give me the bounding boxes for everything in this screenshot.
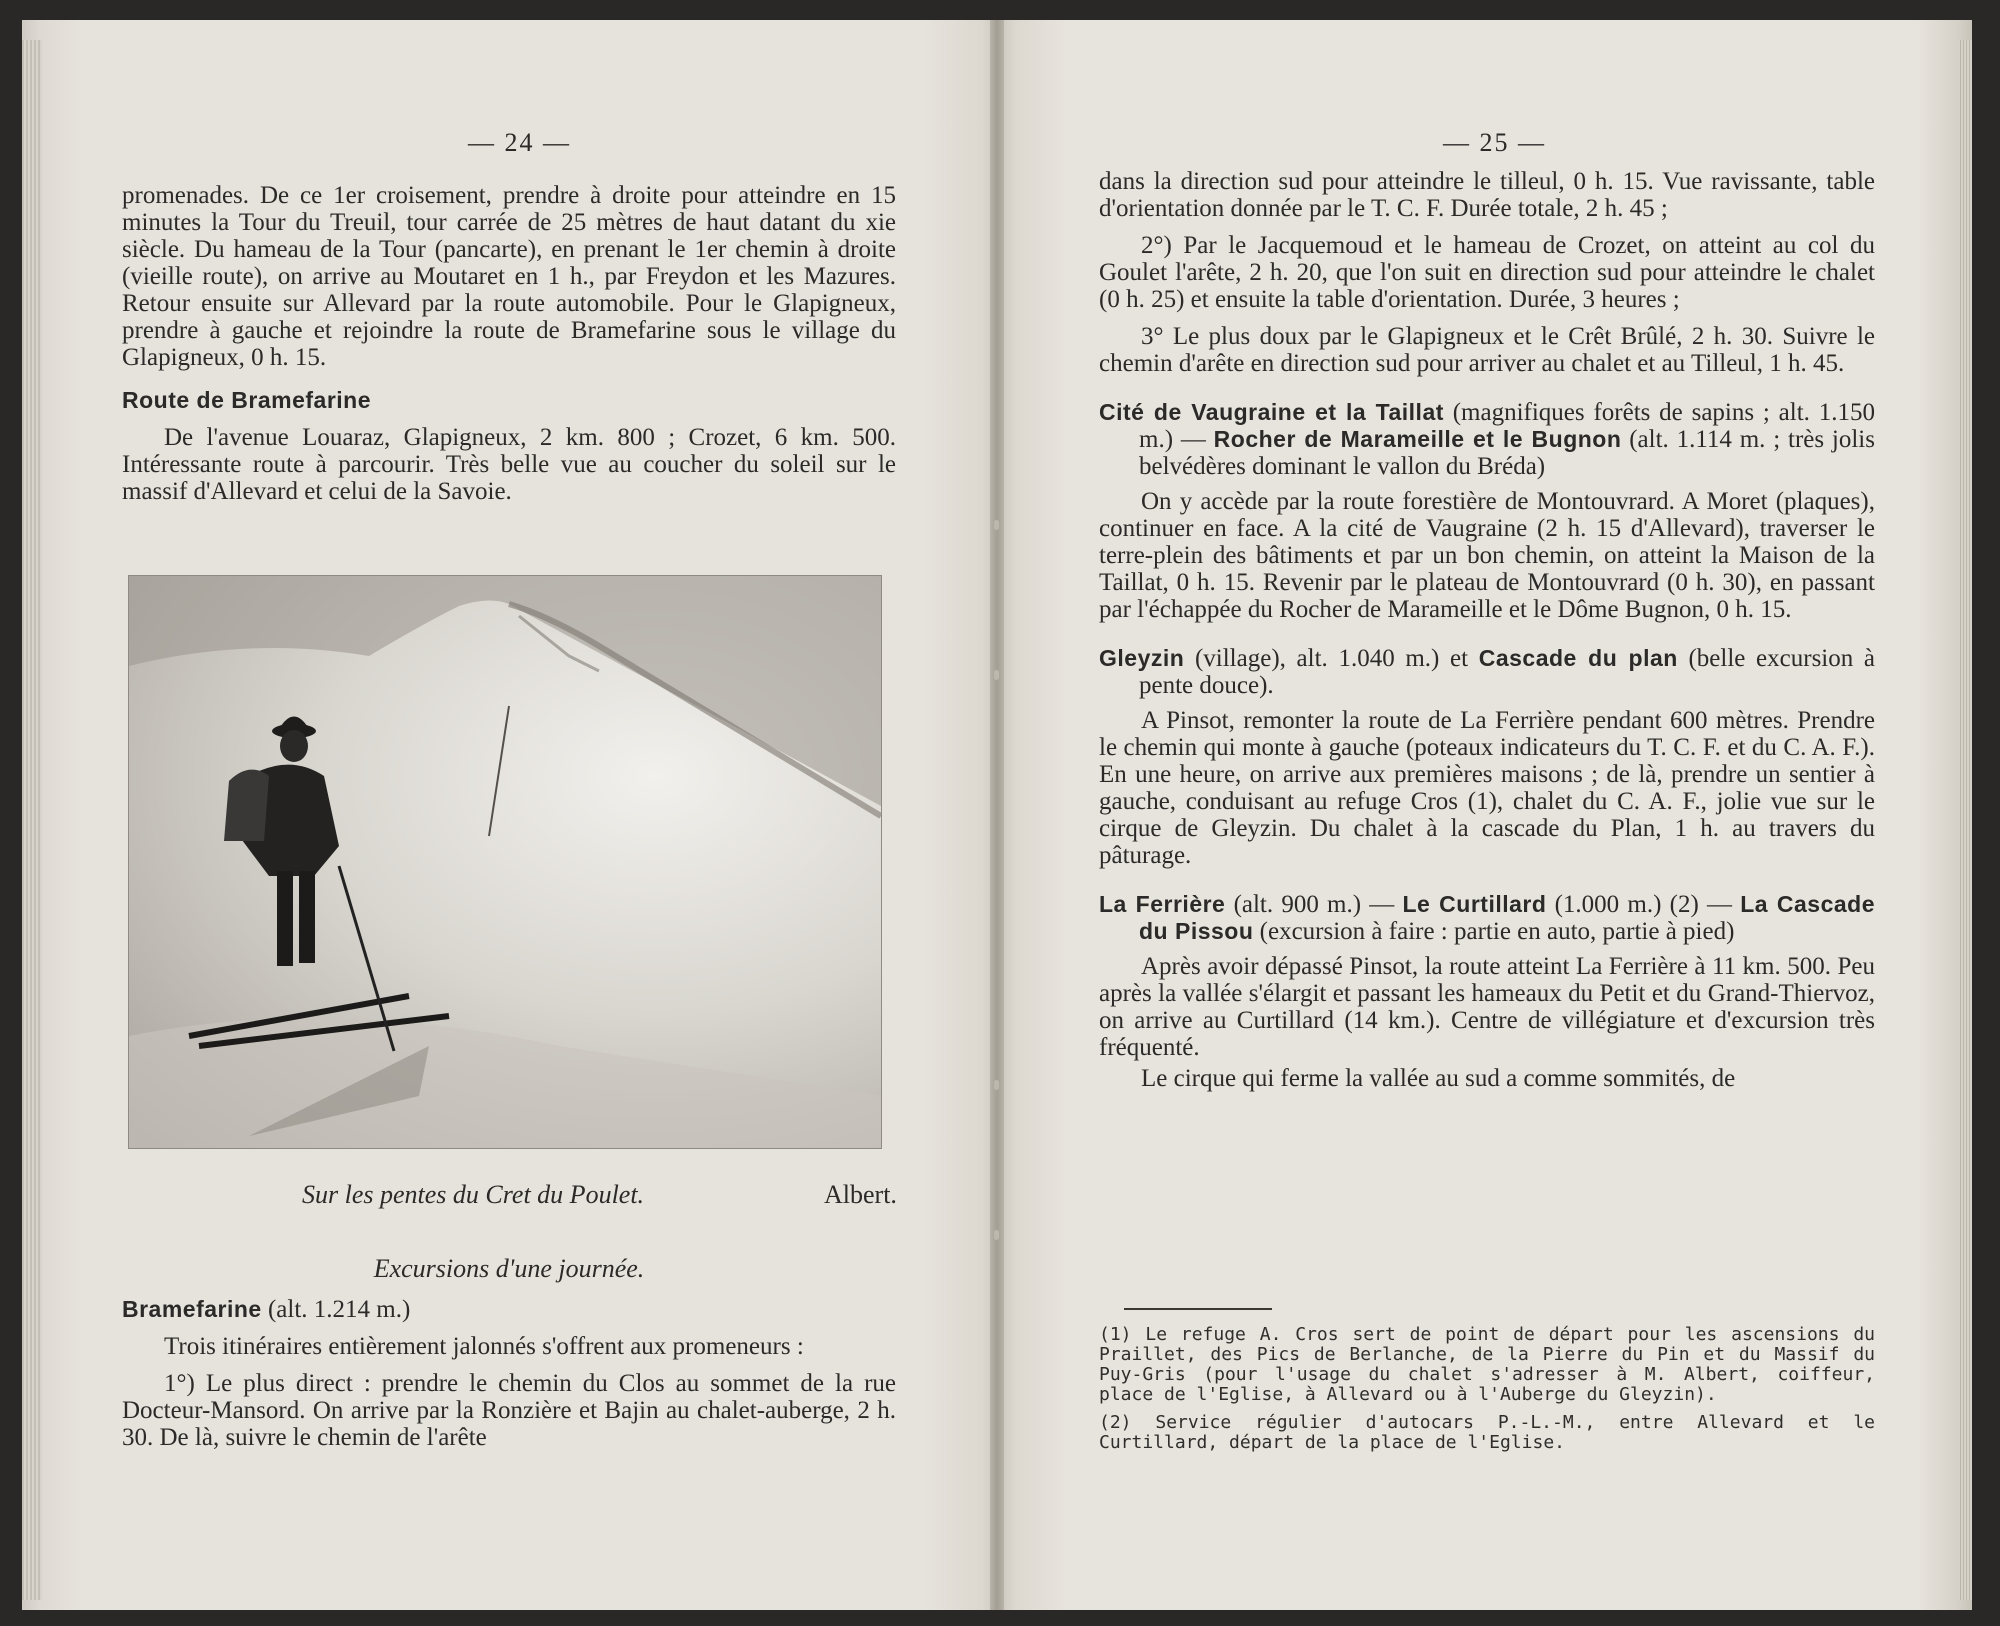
paragraph: A Pinsot, remonter la route de La Ferrière pendant 600 mètres. Prendre le chemin qui monte à gauche (poteaux indicateurs du T. C. F. et du C. A. F.). En une heure, on arrive aux premières maisons ; de là, prendre un sentier à gauche, conduisant au refuge Cros (1), chalet du C. A. F., jolie vue sur le cirque de Gleyzin. Du chalet à la cascade du Plan, 1 h. au travers du pâturage. <box>1099 707 1875 869</box>
text-block-bottom <box>122 1296 896 1451</box>
place-detail: (alt. 1.114 m. ; très jolis belvédères dominant le vallon du Bréda) <box>1139 426 1875 480</box>
page-number: — 25 — <box>1443 128 1546 157</box>
section-heading: Bramefarine <box>122 1296 262 1322</box>
page-edges-right <box>1958 40 1972 1600</box>
entry-heading <box>1099 891 1875 945</box>
photo-caption: Sur les pentes du Cret du Poulet. <box>302 1180 645 1209</box>
paragraph: On y accède par la route forestière de Montouvrard. A Moret (plaques), continuer en face. A la cité de Vaugraine (2 h. 15 d'Allevard), traverser le terre-plein des bâtiments et par un bon chemin, on atteint la Maison de la Taillat, 0 h. 15. Revenir par le plateau de Montouvrard (0 h. 30), en passant par l'échappée du Rocher de Marameille et le Dôme Bugnon, 0 h. 15. <box>1099 488 1875 623</box>
place-detail: (belle excursion à pente douce). <box>1139 645 1875 699</box>
text-block-top <box>122 182 896 505</box>
footnote: (2) Service régulier d'autocars P.-L.-M., entre Allevard et le Curtillard, départ de la place de l'Eglise. <box>1099 1412 1875 1453</box>
left-page <box>22 20 997 1610</box>
book-gutter <box>990 20 1004 1610</box>
place-detail: (excursion à faire : partie en auto, partie à pied) <box>1253 918 1735 945</box>
place-name: La Ferrière <box>1099 891 1226 917</box>
place-name: Gleyzin <box>1099 645 1185 671</box>
book-spread <box>22 20 1972 1610</box>
paragraph: 2°) Par le Jacquemoud et le hameau de Crozet, on atteint au col du Goulet l'arête, 2 h. 20, que l'on suit en direction sud pour atteindre le chalet (0 h. 25) et ensuite la table d'orientation. Durée, 3 heures ; <box>1099 232 1875 313</box>
place-detail: (1.000 m.) (2) — <box>1546 891 1741 918</box>
skier-illustration <box>129 576 881 1148</box>
entry-heading <box>1099 645 1875 699</box>
entry-heading <box>1099 399 1875 480</box>
paragraph: promenades. De ce 1er croisement, prendre à droite pour atteindre en 15 minutes la Tour du Treuil, tour carrée de 25 mètres de haut datant du xie siècle. Du hameau de la Tour (pancarte), en prenant le 1er chemin à droite (vieille route), on arrive au Moutaret en 1 h., par Freydon et les Mazures. Retour ensuite sur Allevard par la route automobile. Pour le Glapigneux, prendre à gauche et rejoindre la route de Bramefarine sous le village du Glapigneux, 0 h. 15. <box>122 182 896 371</box>
binding-stitch <box>994 670 999 680</box>
right-page <box>997 20 1972 1610</box>
place-detail: (magnifiques forêts de sapins ; alt. 1.150 m.) — <box>1139 399 1875 453</box>
page-edges-left <box>22 40 42 1600</box>
place-name: Cité de Vaugraine et la Taillat <box>1099 399 1444 425</box>
binding-stitch <box>994 1080 999 1090</box>
footnote: (1) Le refuge A. Cros sert de point de départ pour les ascensions du Praillet, des Pics de Berlanche, de la Pierre du Pin et du Massif du Puy-Gris (pour l'usage du chalet s'adresser à M. Albert, coiffeur, place de l'Eglise, à Allevard ou à l'Auberge du Gleyzin). <box>1099 1324 1875 1405</box>
binding-stitch <box>994 520 999 530</box>
binding-stitch <box>994 1230 999 1240</box>
paragraph: 1°) Le plus direct : prendre le chemin du Clos au sommet de la rue Docteur-Mansord. On arrive par la Ronzière et Bajin au chalet-auberge, 2 h. 30. De là, suivre le chemin de l'arête <box>122 1370 896 1451</box>
section-heading: Route de Bramefarine <box>122 387 372 413</box>
heading-detail: (alt. 1.214 m.) <box>261 1296 411 1323</box>
place-detail: (alt. 900 m.) — <box>1225 891 1403 918</box>
place-name: Rocher de Marameille et le Bugnon <box>1213 426 1622 452</box>
paragraph: dans la direction sud pour atteindre le tilleul, 0 h. 15. Vue ravissante, table d'orientation donnée par le T. C. F. Durée totale, 2 h. 45 ; <box>1099 168 1875 222</box>
place-detail: (village), alt. 1.040 m.) et <box>1184 645 1479 672</box>
text-block-right <box>1099 168 1875 1092</box>
paragraph: Trois itinéraires entièrement jalonnés s'offrent aux promeneurs : <box>164 1333 804 1360</box>
footnotes <box>1099 1325 1875 1461</box>
paragraph: De l'avenue Louaraz, Glapigneux, 2 km. 800 ; Crozet, 6 km. 500. Intéressante route à parcourir. Très belle vue au coucher du soleil sur le massif d'Allevard et celui de la Savoie. <box>122 424 896 505</box>
heading-line <box>122 1296 896 1323</box>
paragraph: Le cirque qui ferme la vallée au sud a comme sommités, de <box>1141 1065 1736 1092</box>
skier-photo <box>128 575 882 1149</box>
section-title: Excursions d'une journée. <box>373 1254 645 1283</box>
paragraph: Après avoir dépassé Pinsot, la route atteint La Ferrière à 11 km. 500. Peu après la vallée s'élargit et passant les hameaux du Petit et du Grand-Thiervoz, on arrive au Curtillard (14 km.). Centre de villégiature et d'excursion très fréquenté. <box>1099 953 1875 1061</box>
footnote-rule <box>1124 1308 1272 1310</box>
place-name: Le Curtillard <box>1402 891 1547 917</box>
place-name: Cascade du plan <box>1478 645 1678 671</box>
page-number: — 24 — <box>468 128 571 157</box>
photo-credit: Albert. <box>824 1180 897 1209</box>
paragraph: 3° Le plus doux par le Glapigneux et le Crêt Brûlé, 2 h. 30. Suivre le chemin d'arête en direction sud pour arriver au chalet et au Tilleul, 1 h. 45. <box>1099 323 1875 377</box>
place-name: La Cascade du Pissou <box>1139 891 1875 944</box>
